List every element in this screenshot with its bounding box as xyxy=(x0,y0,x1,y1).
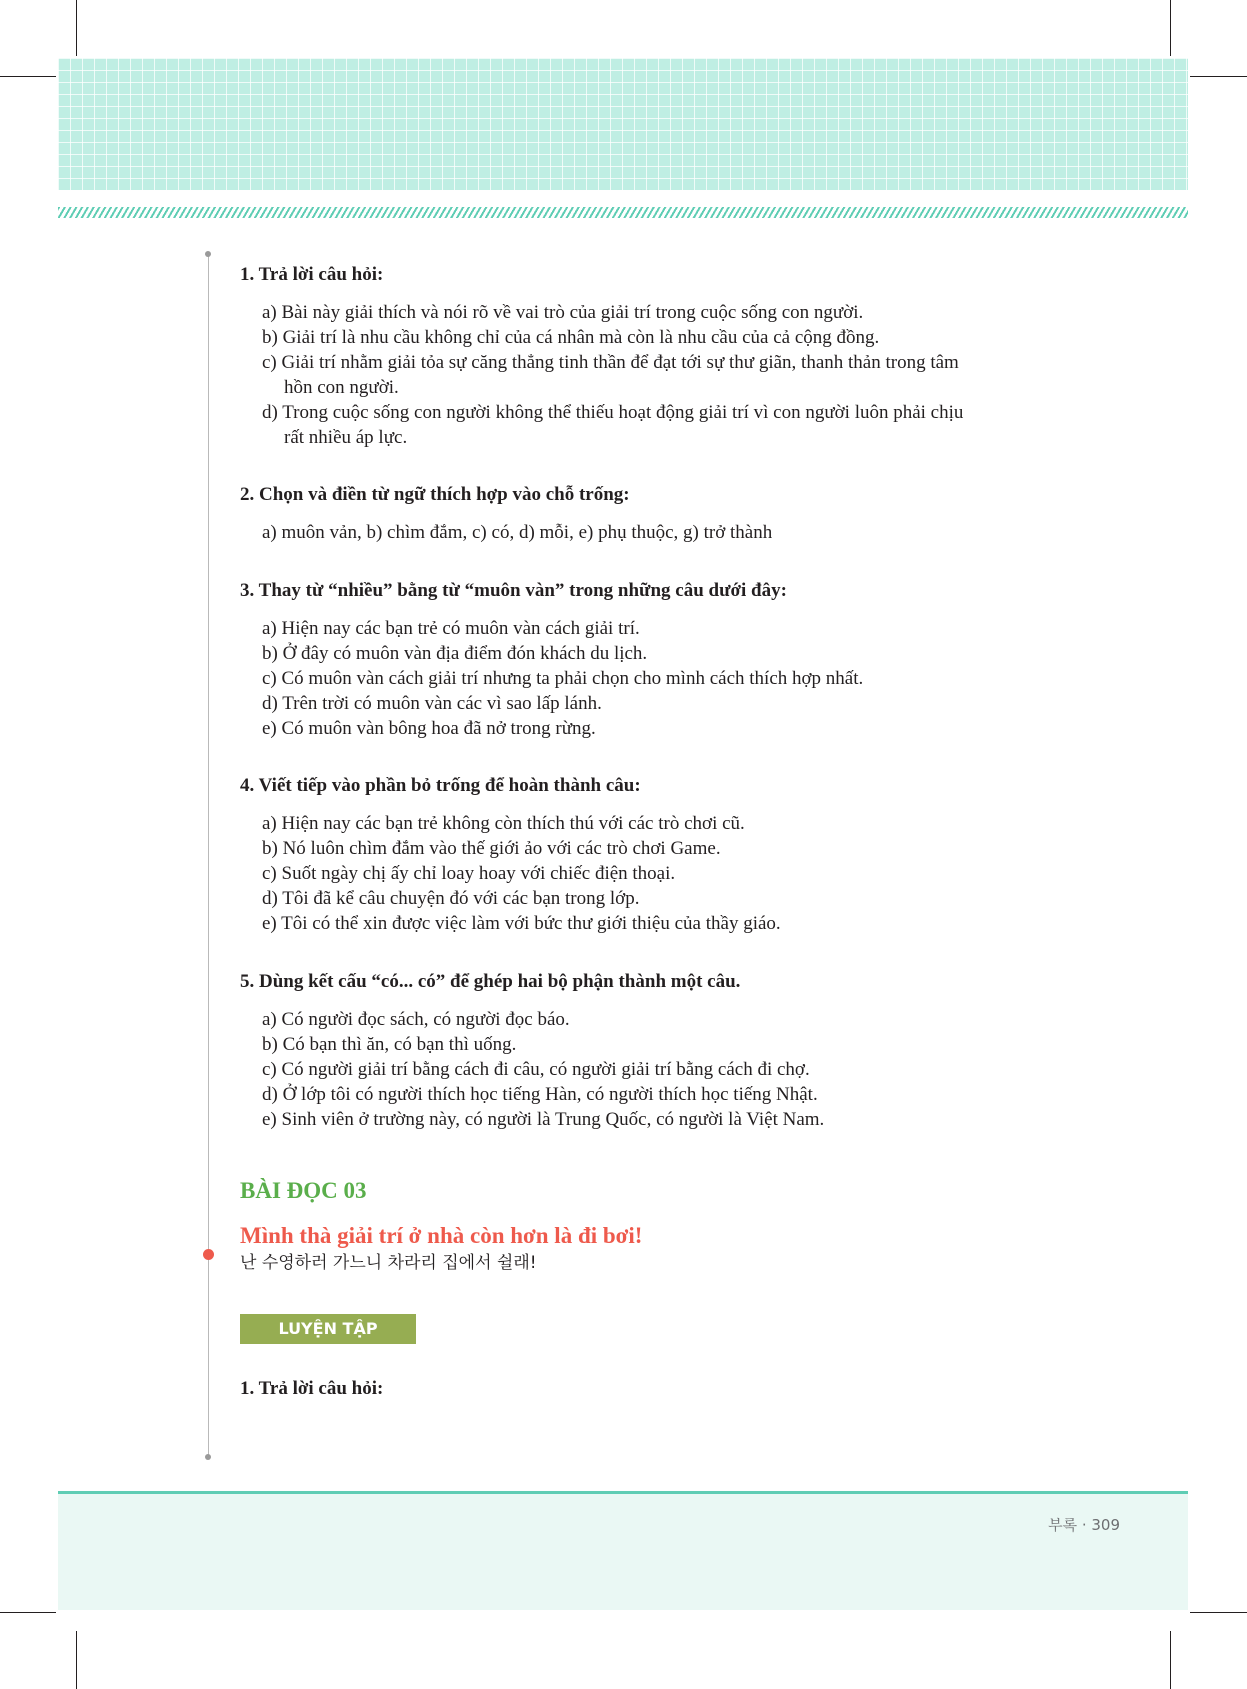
answer-content xyxy=(240,263,1140,1401)
answer-item: a) Có người đọc sách, có người đọc báo. xyxy=(262,1009,570,1030)
practice-badge-wrap xyxy=(240,1314,1140,1344)
crop-mark xyxy=(1170,1631,1171,1689)
answer-item: b) Ở đây có muôn vàn địa điểm đón khách du lịch. xyxy=(262,643,648,664)
exercise-title: 1. Trả lời câu hỏi: xyxy=(240,264,384,285)
answer-item: b) Giải trí là nhu cầu không chỉ của cá nhân mà còn là nhu cầu của cả cộng đồng. xyxy=(262,327,880,348)
crop-mark xyxy=(1170,0,1171,56)
answer-item: d) Ở lớp tôi có người thích học tiếng Hàn, có người thích học tiếng Nhật. xyxy=(262,1084,818,1105)
exercise-1 xyxy=(240,263,1140,450)
crop-mark xyxy=(76,0,77,56)
header-grid-band xyxy=(58,58,1188,190)
answer-item: c) Suốt ngày chị ấy chỉ loay hoay với chiếc điện thoại. xyxy=(262,863,676,884)
practice-badge: LUYỆN TẬP xyxy=(240,1314,416,1344)
reading-question: 1. Trả lời câu hỏi: xyxy=(240,1378,384,1399)
exercise-5 xyxy=(240,970,1140,1132)
answer-continuation: rất nhiều áp lực. xyxy=(284,427,408,448)
answer-item: a) muôn vản, b) chìm đắm, c) có, d) mỗi, e) phụ thuộc, g) trở thành xyxy=(262,522,773,543)
answer-item: d) Tôi đã kể câu chuyện đó với các bạn trong lớp. xyxy=(262,888,640,909)
answer-list xyxy=(262,616,1140,741)
crop-mark xyxy=(0,76,56,77)
margin-dot-accent xyxy=(203,1249,214,1260)
answer-list xyxy=(262,520,1140,545)
answer-item: a) Bài này giải thích và nói rõ về vai trò của giải trí trong cuộc sống con người. xyxy=(262,302,864,323)
crop-mark xyxy=(1190,76,1247,77)
answer-item xyxy=(262,400,1140,450)
crop-mark xyxy=(0,1612,56,1613)
answer-item: c) Có người giải trí bằng cách đi câu, có người giải trí bằng cách đi chợ. xyxy=(262,1059,810,1080)
reading-title-korean: 난 수영하러 가느니 차라리 집에서 쉴래! xyxy=(240,1253,537,1273)
exercise-2 xyxy=(240,483,1140,545)
answer-item: a) Hiện nay các bạn trẻ không còn thích thú với các trò chơi cũ. xyxy=(262,813,745,834)
header-stripe-band xyxy=(58,207,1188,218)
answer-item: e) Có muôn vàn bông hoa đã nở trong rừng. xyxy=(262,718,596,739)
reading-section xyxy=(240,1176,1140,1401)
exercise-4 xyxy=(240,774,1140,936)
answer-list xyxy=(262,811,1140,936)
answer-continuation: hồn con người. xyxy=(284,377,399,398)
answer-item: a) Hiện nay các bạn trẻ có muôn vàn cách giải trí. xyxy=(262,618,640,639)
answer-item: d) Trên trời có muôn vàn các vì sao lấp lánh. xyxy=(262,693,602,714)
exercise-title: 2. Chọn và điền từ ngữ thích hợp vào chỗ trống: xyxy=(240,484,630,505)
answer-item: b) Nó luôn chìm đắm vào thế giới ảo với các trò chơi Game. xyxy=(262,838,721,859)
answer-item: c) Có muôn vàn cách giải trí nhưng ta phải chọn cho mình cách thích hợp nhất. xyxy=(262,668,864,689)
margin-dot-top xyxy=(205,251,211,257)
section-title: BÀI ĐỌC 03 xyxy=(240,1178,367,1203)
crop-mark xyxy=(76,1631,77,1689)
crop-mark xyxy=(1190,1612,1247,1613)
exercise-3 xyxy=(240,579,1140,741)
footer-band xyxy=(58,1494,1188,1610)
exercise-title: 3. Thay từ “nhiều” bằng từ “muôn vàn” trong những câu dưới đây: xyxy=(240,580,787,601)
answer-item: e) Sinh viên ở trường này, có người là Trung Quốc, có người là Việt Nam. xyxy=(262,1109,825,1130)
answer-text: d) Trong cuộc sống con người không thể thiếu hoạt động giải trí vì con người luôn phải chịu xyxy=(262,402,964,423)
exercise-title: 4. Viết tiếp vào phần bỏ trống để hoàn thành câu: xyxy=(240,775,641,796)
answer-text: c) Giải trí nhằm giải tỏa sự căng thẳng tinh thần để đạt tới sự thư giãn, thanh thản trong tâm xyxy=(262,352,959,373)
answer-list xyxy=(262,1007,1140,1132)
margin-dot-bottom xyxy=(205,1454,211,1460)
answer-list xyxy=(262,300,1140,450)
margin-rule xyxy=(208,252,209,1457)
page-number: 부록 · 309 xyxy=(1048,1516,1120,1534)
exercise-title: 5. Dùng kết cấu “có... có” để ghép hai bộ phận thành một câu. xyxy=(240,971,741,992)
answer-item xyxy=(262,350,1140,400)
answer-item: e) Tôi có thể xin được việc làm với bức thư giới thiệu của thầy giáo. xyxy=(262,913,781,934)
reading-title: Mình thà giải trí ở nhà còn hơn là đi bơi! xyxy=(240,1223,643,1248)
answer-item: b) Có bạn thì ăn, có bạn thì uống. xyxy=(262,1034,517,1055)
